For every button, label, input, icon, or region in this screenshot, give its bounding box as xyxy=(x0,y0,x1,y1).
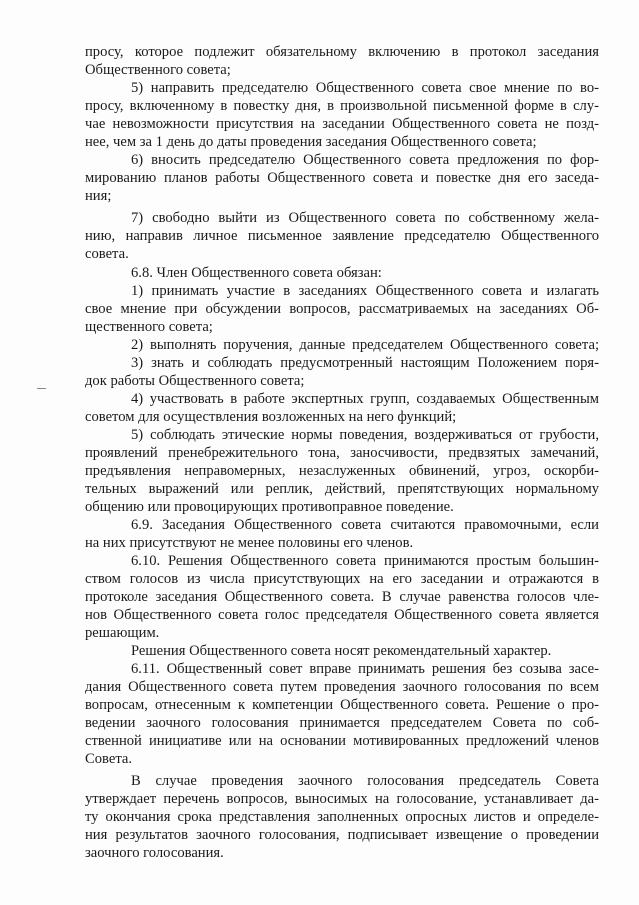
text-line: 5) направить председателю Общественного совета свое мнение по во- xyxy=(131,80,599,96)
text-line: советом для осуществления возложенных на него функций; xyxy=(85,409,457,425)
text-line: протоколе заседания Общественного совета. В случае равенства голосов чле- xyxy=(85,589,599,605)
text-line: 6.10. Решения Общественного совета принимаются простым большин- xyxy=(131,553,599,569)
text-line: 3) знать и соблюдать предусмотренный настоящим Положением поря- xyxy=(131,355,599,371)
text-line: просу, которое подлежит обязательному включению в протокол заседания xyxy=(85,44,599,60)
text-line: щественного совета; xyxy=(85,319,213,335)
text-line: док работы Общественного совета; xyxy=(85,373,305,389)
text-line: ведении заочного голосования принимается председателем Совета по соб- xyxy=(85,715,599,731)
text-line: Совета. xyxy=(85,751,132,767)
text-line: ственной инициативе или на основании мотивированных предложений членов xyxy=(85,733,599,749)
text-line: нее, чем за 1 день до даты проведения заседания Общественного совета; xyxy=(85,134,537,150)
text-line: просу, включенному в повестку дня, в произвольной письменной форме в слу- xyxy=(85,98,599,114)
text-line: 7) свободно выйти из Общественного совета по собственному жела- xyxy=(131,210,599,226)
text-line: нию, направив личное письменное заявление председателю Общественного xyxy=(85,228,599,244)
text-line: дания Общественного совета путем проведения заочного голосования по всем xyxy=(85,679,599,695)
text-line: совета. xyxy=(85,246,129,262)
text-line: свое мнение при обсуждении вопросов, рассматриваемых на заседаниях Об- xyxy=(85,301,599,317)
text-line: решающим. xyxy=(85,625,160,641)
text-line: В случае проведения заочного голосования председатель Совета xyxy=(131,773,599,789)
text-line: заочного голосования. xyxy=(85,845,224,861)
text-line: мированию планов работы Общественного совета и повестке дня его заседа- xyxy=(85,170,599,186)
text-line: тельных выражений или реплик, действий, препятствующих нормальному xyxy=(85,481,599,497)
text-line: предъявления неправомерных, незаслуженных обвинений, угроз, оскорби- xyxy=(85,463,599,479)
text-line: ния результатов заочного голосования, подписывает извещение о проведении xyxy=(85,827,599,843)
text-line: 4) участвовать в работе экспертных групп, создаваемых Общественным xyxy=(131,391,599,407)
text-line: 1) принимать участие в заседаниях Общественного совета и излагать xyxy=(131,283,599,299)
text-line: нов Общественного совета голос председателя Общественного совета является xyxy=(85,607,599,623)
text-line: ния; xyxy=(85,188,112,204)
text-line: 6) вносить председателю Общественного совета предложения по фор- xyxy=(131,152,599,168)
text-line: ту окончания срока представления заполненных опросных листов и определе- xyxy=(85,809,599,825)
text-line: Общественного совета; xyxy=(85,62,231,78)
text-line: утверждает перечень вопросов, выносимых на голосование, устанавливает да- xyxy=(85,791,599,807)
text-line: Решения Общественного совета носят рекомендательный характер. xyxy=(131,643,552,659)
text-line: вопросам, отнесенным к компетенции Общественного совета. Решение о про- xyxy=(85,697,599,713)
text-line: 6.11. Общественный совет вправе принимать решения без созыва засе- xyxy=(131,661,599,677)
text-line: чае невозможности присутствия на заседании Общественного совета не позд- xyxy=(85,116,599,132)
text-line: ством голосов из числа присутствующих на его заседании и отражаются в xyxy=(85,571,599,587)
margin-mark xyxy=(37,388,46,389)
text-line: 2) выполнять поручения, данные председателем Общественного совета; xyxy=(131,337,599,353)
text-line: 6.9. Заседания Общественного совета считаются правомочными, если xyxy=(131,517,599,533)
text-line: общению или провоцирующих противоправное поведение. xyxy=(85,499,454,515)
text-line: 6.8. Член Общественного совета обязан: xyxy=(131,265,382,281)
text-line: 5) соблюдать этические нормы поведения, воздерживаться от грубости, xyxy=(131,427,599,443)
text-line: проявлений пренебрежительного тона, заносчивости, предвзятых замечаний, xyxy=(85,445,599,461)
text-line: на них присутствуют не менее половины его членов. xyxy=(85,535,414,551)
